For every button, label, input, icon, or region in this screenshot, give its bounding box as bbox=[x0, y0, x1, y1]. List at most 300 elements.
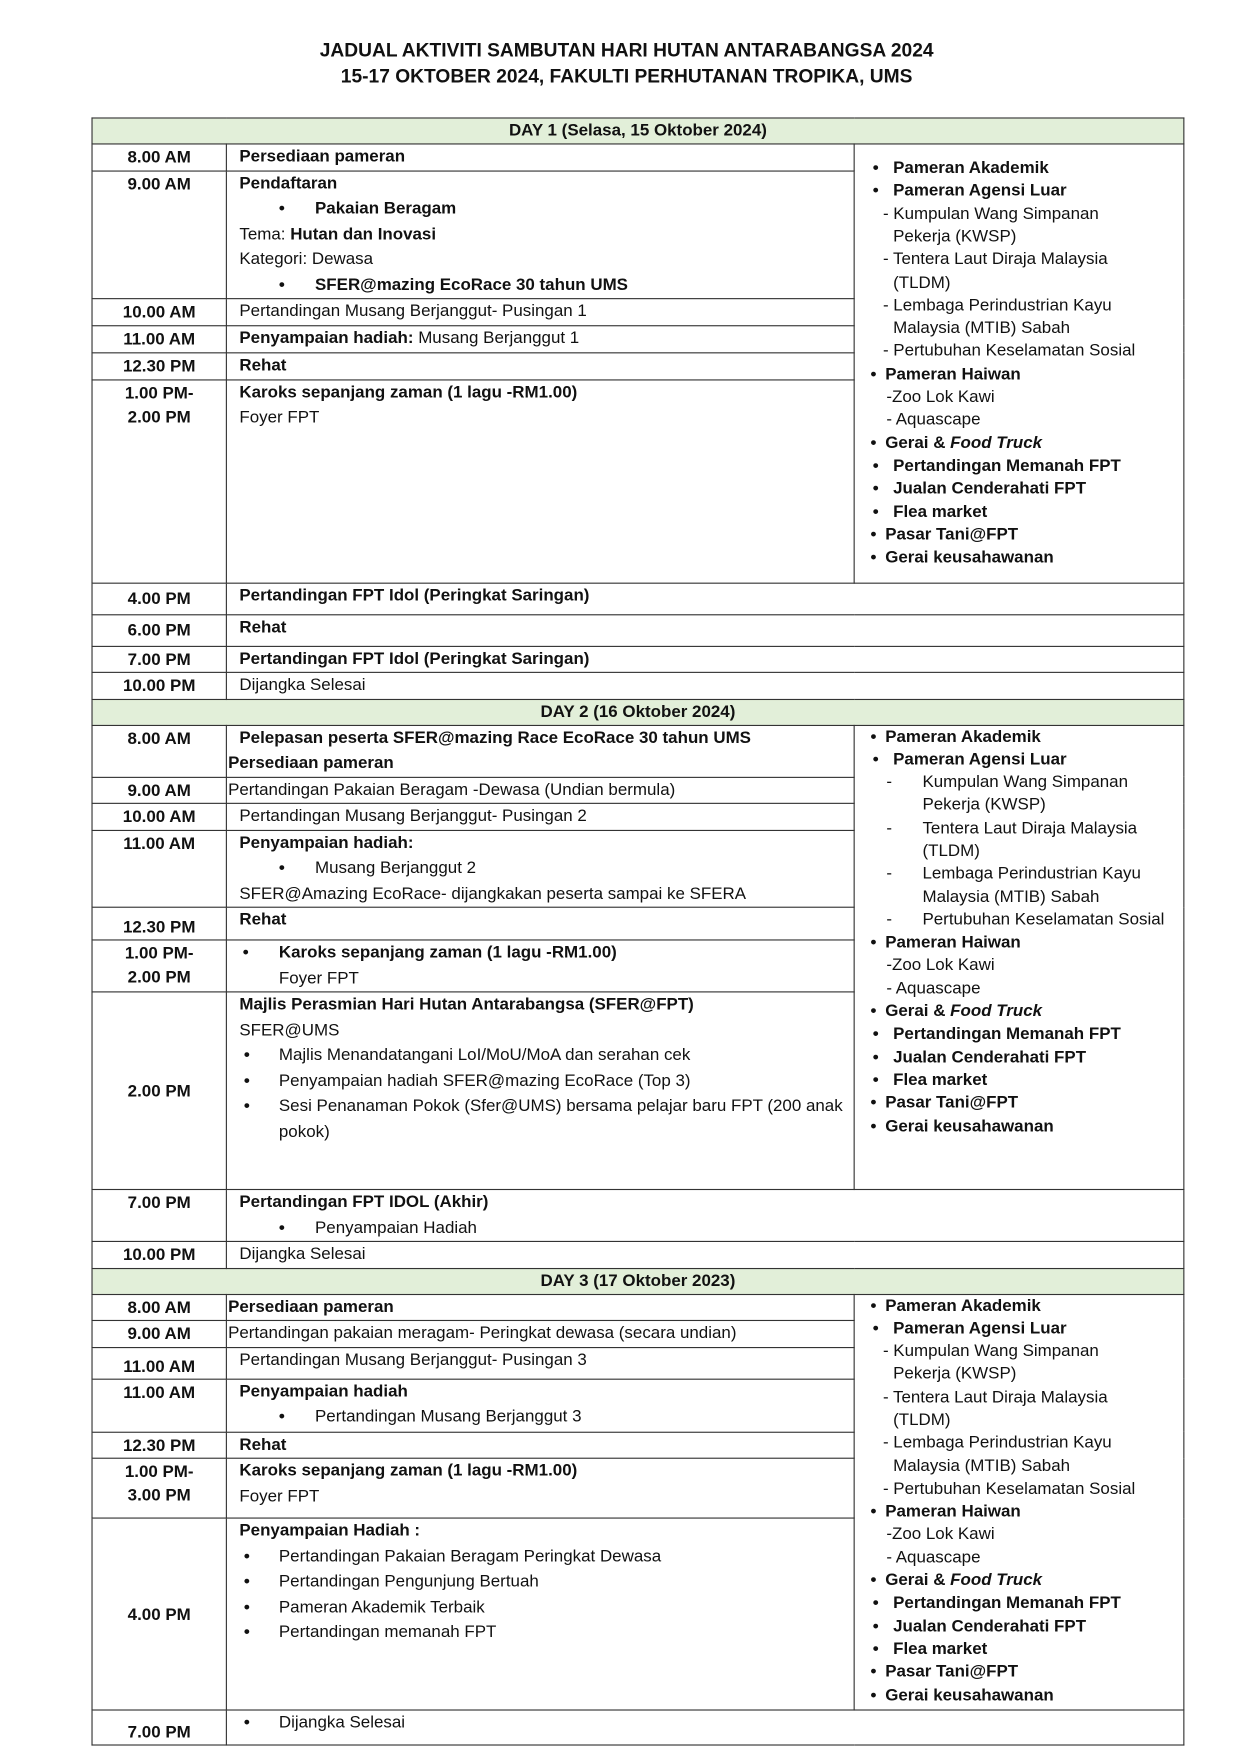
side-activity-item bbox=[855, 363, 1184, 386]
activity-line bbox=[227, 1595, 854, 1620]
activity-line bbox=[227, 273, 854, 298]
time-cell bbox=[92, 1241, 226, 1268]
activity-line bbox=[227, 777, 854, 802]
text-segment: Pameran Haiwan bbox=[885, 1501, 1021, 1522]
bullet-icon: • bbox=[243, 1597, 250, 1617]
bullet-icon: • bbox=[872, 1318, 879, 1338]
text-segment: Pameran Akademik bbox=[893, 158, 1049, 178]
side-activity-item bbox=[855, 725, 1184, 748]
time-label: 11.00 AM bbox=[123, 1356, 196, 1376]
text-segment: Musang Berjanggut 2 bbox=[315, 858, 477, 878]
time-label: 1.00 PM- bbox=[124, 383, 194, 403]
time-label: 9.00 AM bbox=[127, 174, 191, 194]
activity-line bbox=[227, 1569, 854, 1594]
time-cell bbox=[92, 1710, 226, 1745]
text-segment: -Zoo Lok Kawi bbox=[886, 387, 995, 407]
time-cell bbox=[92, 299, 226, 326]
side-activity-item bbox=[855, 1023, 1184, 1046]
text-segment: Jualan Cenderahati FPT bbox=[893, 478, 1087, 499]
text-segment: Pertandingan FPT IDOL (Akhir) bbox=[239, 1192, 489, 1212]
bullet-icon: • bbox=[243, 1546, 250, 1566]
text-segment: - Aquascape bbox=[886, 410, 981, 430]
side-activity-item bbox=[855, 955, 1184, 978]
text-segment: - Kumpulan Wang Simpanan Pekerja (KWSP) bbox=[882, 203, 1099, 247]
activity-line bbox=[227, 673, 1183, 698]
text-segment: Pertandingan Memanah FPT bbox=[893, 1024, 1121, 1044]
activity-cell bbox=[226, 583, 1183, 615]
text-segment: Jualan Cenderahati FPT bbox=[893, 1047, 1087, 1067]
text-segment: Gerai & bbox=[885, 1570, 951, 1590]
time-cell bbox=[92, 1518, 226, 1710]
text-segment: Gerai keusahawanan bbox=[885, 1116, 1054, 1136]
schedule-row bbox=[92, 1294, 1184, 1321]
text-segment: Pasar Tani@FPT bbox=[885, 524, 1019, 545]
time-cell bbox=[92, 830, 226, 907]
text-segment: Gerai & bbox=[885, 1001, 951, 1021]
schedule-row bbox=[92, 1710, 1184, 1745]
time-label: 8.00 AM bbox=[127, 147, 191, 168]
side-activity-item bbox=[855, 295, 1184, 341]
activity-line bbox=[227, 1242, 1183, 1267]
time-cell bbox=[92, 1320, 226, 1347]
activity-cell bbox=[226, 325, 854, 352]
activity-line bbox=[227, 1190, 1183, 1215]
bullet-icon: • bbox=[870, 1116, 877, 1136]
text-segment: Flea market bbox=[893, 1639, 988, 1659]
text-segment: Rehat bbox=[239, 617, 287, 637]
text-segment: Flea market bbox=[893, 501, 988, 522]
text-segment: -Zoo Lok Kawi bbox=[886, 1524, 995, 1544]
side-activity-item bbox=[855, 1386, 1184, 1432]
text-segment: Pameran Akademik bbox=[885, 726, 1041, 746]
time-label: 4.00 PM bbox=[127, 1605, 191, 1625]
side-activity-item bbox=[855, 1661, 1184, 1684]
bullet-icon: • bbox=[243, 1045, 250, 1065]
text-segment: Pertandingan Memanah FPT bbox=[893, 1593, 1121, 1613]
schedule-table bbox=[91, 117, 1184, 1745]
bullet-icon: • bbox=[243, 1622, 250, 1642]
time-label: 6.00 PM bbox=[127, 620, 191, 641]
activity-line bbox=[227, 1405, 854, 1430]
activity-line bbox=[227, 380, 854, 405]
side-activity-item bbox=[855, 249, 1184, 295]
schedule-row bbox=[92, 646, 1184, 673]
text-segment: Pertandingan Musang Berjanggut- Pusingan 2 bbox=[239, 806, 587, 826]
side-activity-item bbox=[855, 1115, 1184, 1138]
text-segment: Majlis Perasmian Hari Hutan Antarabangsa (SFER@FPT) bbox=[239, 994, 694, 1014]
side-activity-item bbox=[855, 1295, 1184, 1318]
activity-cell bbox=[226, 1189, 1183, 1241]
text-segment: Foyer FPT bbox=[239, 1486, 320, 1506]
time-cell bbox=[92, 777, 226, 804]
text-segment: Pameran Agensi Luar bbox=[893, 181, 1067, 201]
time-cell bbox=[92, 379, 226, 582]
text-segment: Pameran Akademik Terbaik bbox=[278, 1597, 485, 1617]
time-cell bbox=[92, 803, 226, 830]
day-header-row bbox=[92, 1268, 1184, 1294]
side-activities-cell bbox=[854, 1294, 1184, 1710]
bullet-icon: • bbox=[870, 726, 877, 746]
text-segment: Jualan Cenderahati FPT bbox=[893, 1616, 1087, 1636]
bullet-icon: • bbox=[278, 274, 285, 295]
activity-cell bbox=[226, 352, 854, 379]
bullet-icon: • bbox=[870, 547, 877, 567]
document-subtitle: 15-17 OKTOBER 2024, FAKULTI PERHUTANAN TROPIKA, UMS bbox=[340, 65, 913, 87]
day-header: DAY 3 (17 Oktober 2023) bbox=[92, 1268, 1184, 1294]
text-segment: Pameran Agensi Luar bbox=[893, 749, 1067, 769]
bullet-icon: • bbox=[870, 1501, 877, 1522]
bullet-icon: • bbox=[872, 478, 879, 499]
time-cell bbox=[92, 1189, 226, 1241]
text-segment: Pertandingan Musang Berjanggut- Pusingan 1 bbox=[239, 301, 587, 321]
time-cell bbox=[92, 170, 226, 298]
text-segment: Pertandingan Pakaian Beragam -Dewasa (Undian bermula) bbox=[228, 779, 676, 799]
activity-cell bbox=[226, 1294, 854, 1321]
time-cell bbox=[92, 646, 226, 673]
text-segment: Lembaga Perindustrian Kayu Malaysia (MTIB) Sabah bbox=[922, 864, 1141, 907]
schedule-row bbox=[92, 144, 1184, 171]
day-header-row bbox=[92, 118, 1184, 144]
activity-line bbox=[227, 1432, 854, 1457]
activity-line bbox=[227, 1711, 1183, 1736]
bullet-icon: • bbox=[278, 198, 285, 218]
side-activity-item bbox=[855, 1501, 1184, 1524]
time-cell bbox=[92, 1458, 226, 1518]
text-segment: Pameran Akademik bbox=[885, 1295, 1041, 1315]
side-activity-item bbox=[855, 1592, 1184, 1615]
bullet-icon: • bbox=[872, 1593, 879, 1613]
time-label: 9.00 AM bbox=[127, 780, 191, 800]
text-segment: -Zoo Lok Kawi bbox=[886, 955, 995, 975]
side-activity-item bbox=[855, 817, 1184, 863]
time-cell bbox=[92, 1432, 226, 1459]
text-segment: Persediaan pameran bbox=[228, 1296, 394, 1316]
side-activity-item bbox=[855, 1092, 1184, 1115]
side-activity-item bbox=[855, 340, 1184, 363]
text-segment: Pameran Haiwan bbox=[885, 364, 1021, 384]
time-label: 10.00 PM bbox=[122, 1245, 196, 1265]
activity-line bbox=[227, 646, 1183, 671]
text-segment: Foyer FPT bbox=[278, 968, 359, 988]
activity-line bbox=[227, 1519, 854, 1544]
activity-cell bbox=[226, 830, 854, 907]
side-activity-item bbox=[855, 1317, 1184, 1340]
time-label: 1.00 PM- bbox=[124, 943, 194, 964]
bullet-icon: • bbox=[872, 158, 879, 178]
bullet-icon: • bbox=[243, 1096, 250, 1116]
activity-line bbox=[227, 1348, 854, 1373]
text-segment: Penyampaian hadiah: bbox=[239, 832, 414, 852]
text-segment: Pertandingan Pakaian Beragam Peringkat Dewasa bbox=[278, 1546, 662, 1566]
text-segment: Penyampaian Hadiah : bbox=[239, 1520, 421, 1541]
activity-line bbox=[227, 751, 854, 776]
text-segment: Penyampaian hadiah: bbox=[239, 328, 414, 348]
time-label: 11.00 AM bbox=[123, 833, 196, 854]
text-segment: - Tentera Laut Diraja Malaysia (TLDM) bbox=[882, 249, 1108, 292]
text-segment: Gerai keusahawanan bbox=[885, 1685, 1054, 1705]
side-activity-item bbox=[855, 524, 1184, 547]
text-segment: Pakaian Beragam bbox=[315, 198, 457, 218]
time-label: 8.00 AM bbox=[127, 1297, 191, 1318]
activity-line bbox=[227, 1544, 854, 1569]
text-segment: SFER@Amazing EcoRace- dijangkakan peserta sampai ke SFERA bbox=[239, 883, 747, 903]
side-activity-item bbox=[855, 909, 1184, 932]
side-activity-item bbox=[855, 1684, 1184, 1707]
activity-cell bbox=[226, 144, 854, 171]
activity-line bbox=[227, 966, 854, 991]
schedule-row bbox=[92, 583, 1184, 615]
bullet-icon: • bbox=[872, 1616, 879, 1636]
text-segment: Pertandingan pakaian meragam- Peringkat dewasa (secara undian) bbox=[228, 1323, 737, 1343]
side-activity-item bbox=[855, 501, 1184, 524]
schedule-row bbox=[92, 614, 1184, 646]
side-activity-item bbox=[855, 1570, 1184, 1593]
time-cell bbox=[92, 940, 226, 992]
bullet-icon: • bbox=[278, 1406, 285, 1427]
activity-line bbox=[227, 171, 854, 196]
text-segment: Rehat bbox=[239, 1434, 287, 1454]
activity-cell bbox=[226, 1320, 854, 1347]
dash-icon: - bbox=[886, 909, 892, 930]
activity-cell bbox=[226, 299, 854, 326]
bullet-icon: • bbox=[870, 524, 877, 545]
time-label: 3.00 PM bbox=[127, 1485, 191, 1506]
activity-cell bbox=[226, 1379, 854, 1432]
activity-line bbox=[227, 353, 854, 378]
bullet-icon: • bbox=[870, 1295, 877, 1315]
dash-icon: - bbox=[886, 864, 892, 884]
bullet-icon: • bbox=[870, 932, 877, 953]
activity-line bbox=[227, 1484, 854, 1509]
time-cell bbox=[92, 614, 226, 646]
activity-line bbox=[227, 583, 1183, 608]
time-label: 4.00 PM bbox=[127, 589, 191, 609]
activity-cell bbox=[226, 1458, 854, 1518]
activity-line bbox=[227, 856, 854, 881]
activity-line bbox=[227, 196, 854, 221]
text-segment: Hutan dan Inovasi bbox=[290, 224, 437, 244]
activity-line bbox=[227, 145, 854, 170]
activity-line bbox=[227, 247, 854, 272]
text-segment: - Lembaga Perindustrian Kayu Malaysia (MTIB) Sabah bbox=[882, 295, 1112, 338]
side-activity-item bbox=[855, 180, 1184, 203]
text-segment: Dijangka Selesai bbox=[278, 1712, 406, 1733]
time-cell bbox=[92, 907, 226, 940]
side-activity-item bbox=[855, 432, 1184, 455]
time-label: 2.00 PM bbox=[127, 407, 191, 427]
time-label: 12.30 PM bbox=[122, 356, 196, 376]
bullet-icon: • bbox=[870, 1001, 877, 1021]
text-segment: Pertubuhan Keselamatan Sosial bbox=[922, 909, 1165, 930]
time-label: 11.00 AM bbox=[123, 329, 196, 349]
text-segment: Karoks sepanjang zaman (1 lagu -RM1.00) bbox=[239, 1461, 578, 1481]
activity-line bbox=[227, 992, 854, 1017]
text-segment: Kategori: Dewasa bbox=[239, 249, 374, 269]
activity-cell bbox=[226, 614, 1183, 646]
side-activity-item bbox=[855, 455, 1184, 478]
side-activity-item bbox=[855, 1069, 1184, 1092]
text-segment: Food Truck bbox=[950, 1570, 1043, 1590]
text-segment: Sesi Penanaman Pokok (Sfer@UMS) bersama pelajar baru FPT (200 anak pokok) bbox=[278, 1096, 843, 1141]
side-activity-item bbox=[855, 1638, 1184, 1661]
text-segment: Flea market bbox=[893, 1070, 988, 1090]
activity-cell bbox=[226, 1518, 854, 1710]
activity-cell bbox=[226, 1710, 1183, 1745]
bullet-icon: • bbox=[872, 1070, 879, 1090]
text-segment: Tentera Laut Diraja Malaysia (TLDM) bbox=[922, 818, 1138, 861]
time-cell bbox=[92, 1294, 226, 1321]
bullet-icon: • bbox=[243, 1712, 250, 1733]
side-activity-item bbox=[855, 1432, 1184, 1478]
text-segment: Pameran Agensi Luar bbox=[893, 1318, 1067, 1338]
activity-cell bbox=[226, 1241, 1183, 1268]
activity-cell bbox=[226, 170, 854, 298]
time-label: 1.00 PM- bbox=[124, 1462, 194, 1482]
activity-line bbox=[227, 326, 854, 351]
activity-line bbox=[227, 1094, 854, 1145]
time-cell bbox=[92, 725, 226, 777]
side-activity-item bbox=[855, 1615, 1184, 1638]
side-activity-item bbox=[855, 1340, 1184, 1386]
time-label: 7.00 PM bbox=[127, 649, 191, 669]
bullet-icon: • bbox=[870, 433, 877, 453]
time-label: 2.00 PM bbox=[127, 967, 191, 987]
activity-line bbox=[227, 908, 854, 933]
text-segment: Tema: bbox=[239, 224, 291, 244]
activity-line bbox=[227, 615, 1183, 640]
bullet-icon: • bbox=[872, 456, 879, 476]
activity-line bbox=[227, 881, 854, 906]
text-segment: Persediaan pameran bbox=[228, 753, 394, 773]
text-segment: Pasar Tani@FPT bbox=[885, 1662, 1019, 1682]
day-header: DAY 2 (16 Oktober 2024) bbox=[92, 699, 1184, 725]
activity-line bbox=[227, 804, 854, 829]
dash-icon: - bbox=[886, 818, 892, 838]
bullet-icon: • bbox=[278, 858, 285, 878]
time-label: 7.00 PM bbox=[127, 1722, 191, 1743]
time-label: 10.00 AM bbox=[122, 302, 196, 322]
text-segment: Pameran Haiwan bbox=[885, 932, 1021, 953]
activity-line bbox=[227, 299, 854, 324]
time-label: 12.30 PM bbox=[122, 1435, 196, 1455]
document-title: JADUAL AKTIVITI SAMBUTAN HARI HUTAN ANTARABANGSA 2024 bbox=[319, 39, 934, 61]
text-segment: Karoks sepanjang zaman (1 lagu -RM1.00) bbox=[239, 382, 578, 402]
activity-line bbox=[227, 725, 854, 750]
bullet-icon: • bbox=[872, 501, 879, 522]
activity-cell bbox=[226, 725, 854, 777]
bullet-icon: • bbox=[870, 1662, 877, 1682]
text-segment: - Pertubuhan Keselamatan Sosial bbox=[882, 1478, 1136, 1499]
time-label: 9.00 AM bbox=[127, 1324, 191, 1344]
activity-line bbox=[227, 1018, 854, 1043]
activity-line bbox=[227, 830, 854, 855]
side-activity-item bbox=[855, 1046, 1184, 1069]
text-segment: Pertandingan Musang Berjanggut- Pusingan 3 bbox=[239, 1349, 587, 1370]
schedule-row bbox=[92, 1189, 1184, 1241]
activity-cell bbox=[226, 1347, 854, 1379]
text-segment: Pertandingan Pengunjung Bertuah bbox=[278, 1571, 539, 1591]
side-activity-item bbox=[855, 547, 1184, 570]
side-activity-item bbox=[855, 748, 1184, 771]
time-label: 10.00 AM bbox=[122, 807, 196, 827]
activity-line bbox=[227, 1215, 1183, 1240]
text-segment: Food Truck bbox=[950, 433, 1043, 453]
text-segment: Pasar Tani@FPT bbox=[885, 1093, 1019, 1113]
text-segment: - Aquascape bbox=[886, 1547, 981, 1567]
activity-line bbox=[227, 941, 854, 966]
time-label: 2.00 PM bbox=[127, 1081, 191, 1101]
text-segment: SFER@UMS bbox=[239, 1020, 340, 1040]
bullet-icon: • bbox=[872, 1024, 879, 1044]
text-segment: Rehat bbox=[239, 355, 287, 375]
bullet-icon: • bbox=[242, 942, 249, 962]
text-segment: Rehat bbox=[239, 910, 287, 930]
text-segment: Pertandingan FPT Idol (Peringkat Saringan) bbox=[239, 648, 590, 668]
schedule-row bbox=[92, 725, 1184, 777]
time-cell bbox=[92, 672, 226, 699]
text-segment: Foyer FPT bbox=[239, 407, 320, 427]
time-cell bbox=[92, 1347, 226, 1379]
text-segment: Dijangka Selesai bbox=[239, 1244, 366, 1264]
bullet-icon: • bbox=[870, 1093, 877, 1113]
text-segment: Pertandingan memanah FPT bbox=[278, 1622, 497, 1642]
text-segment: - Pertubuhan Keselamatan Sosial bbox=[882, 341, 1136, 361]
activity-line bbox=[227, 1321, 854, 1346]
side-activity-item bbox=[855, 1547, 1184, 1570]
activity-cell bbox=[226, 777, 854, 804]
bullet-icon: • bbox=[278, 1217, 285, 1237]
time-cell bbox=[92, 583, 226, 615]
time-cell bbox=[92, 1379, 226, 1432]
activity-line bbox=[227, 1295, 854, 1320]
side-activities-cell bbox=[854, 725, 1184, 1190]
activity-cell bbox=[226, 803, 854, 830]
text-segment: Gerai & bbox=[885, 433, 951, 453]
text-segment: Penyampaian hadiah SFER@mazing EcoRace (Top 3) bbox=[278, 1070, 691, 1091]
text-segment: Karoks sepanjang zaman (1 lagu -RM1.00) bbox=[278, 942, 617, 962]
text-segment: Musang Berjanggut 1 bbox=[413, 328, 580, 348]
text-segment: Pertandingan Memanah FPT bbox=[893, 456, 1121, 476]
time-cell bbox=[92, 325, 226, 352]
side-activity-item bbox=[855, 978, 1184, 1001]
side-activity-item bbox=[855, 1478, 1184, 1501]
activity-cell bbox=[226, 672, 1183, 699]
activity-cell bbox=[226, 1432, 854, 1459]
side-activity-item bbox=[855, 203, 1184, 249]
text-segment: Penyampaian Hadiah bbox=[315, 1217, 477, 1237]
bullet-icon: • bbox=[870, 364, 877, 384]
text-segment: Penyampaian hadiah bbox=[239, 1381, 408, 1401]
time-label: 12.30 PM bbox=[122, 917, 196, 938]
text-segment: - Tentera Laut Diraja Malaysia (TLDM) bbox=[882, 1387, 1108, 1430]
schedule-row bbox=[92, 672, 1184, 699]
side-activity-item bbox=[855, 157, 1184, 180]
text-segment: Food Truck bbox=[950, 1001, 1043, 1021]
side-activity-item bbox=[855, 863, 1184, 909]
text-segment: Pendaftaran bbox=[239, 173, 338, 193]
side-activity-item bbox=[855, 932, 1184, 955]
bullet-icon: • bbox=[872, 1047, 879, 1067]
side-activity-item bbox=[855, 386, 1184, 409]
activity-cell bbox=[226, 646, 1183, 673]
bullet-icon: • bbox=[872, 1639, 879, 1659]
side-activity-item bbox=[855, 1000, 1184, 1023]
text-segment: Persediaan pameran bbox=[239, 146, 406, 166]
day-header-row bbox=[92, 699, 1184, 725]
text-segment: Gerai keusahawanan bbox=[885, 547, 1054, 567]
side-activity-item bbox=[855, 771, 1184, 817]
bullet-icon: • bbox=[870, 1570, 877, 1590]
